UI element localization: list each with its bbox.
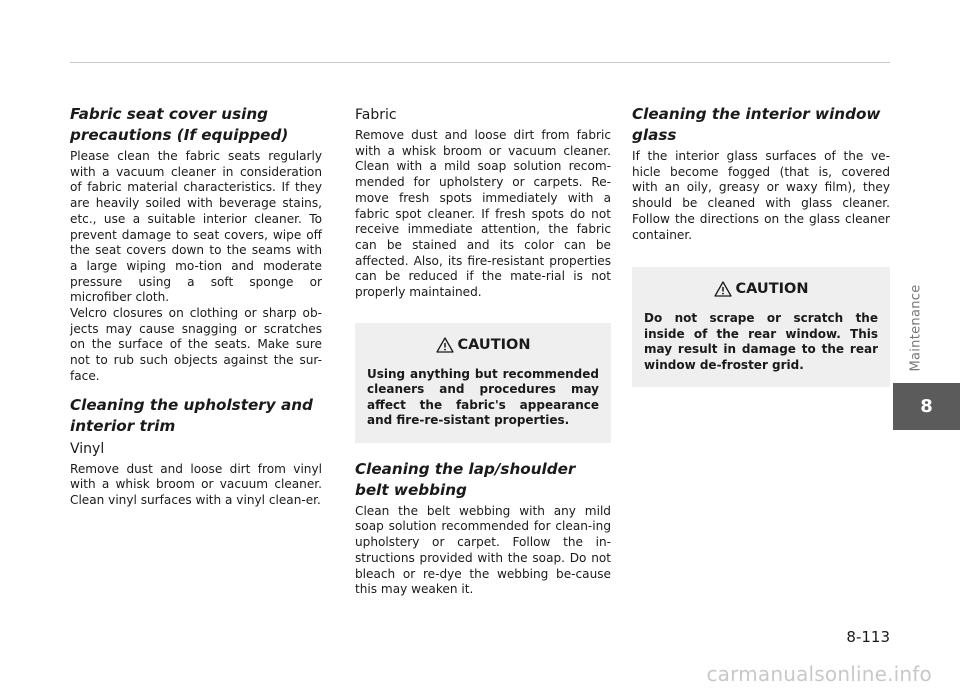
paragraph-velcro-warning: Velcro closures on clothing or sharp ob-jects may cause snagging or scratches on the surface of the seats. Make sure not to rub such objects against the sur-face. <box>70 306 322 383</box>
watermark: carmanualsonline.info <box>706 662 932 686</box>
warning-triangle-icon <box>436 337 454 353</box>
caution-box-glass <box>632 267 890 387</box>
paragraph-belt-cleaning: Clean the belt webbing with any mild soap solution recommended for clean-ing upholstery or carpet. Follow the in-structions provided with the soap. Do not bleach or re-dye the webbing be-cause this may weaken it. <box>355 503 611 597</box>
caution-box-fabric <box>355 323 611 443</box>
caution-text: Do not scrape or scratch the inside of the rear window. This may result in damage to the rear window de-froster grid. <box>644 311 878 372</box>
section-label-text: Maintenance <box>908 284 924 372</box>
column-right <box>632 104 890 387</box>
paragraph-vinyl-cleaning: Remove dust and loose dirt from vinyl with a whisk broom or vacuum cleaner. Clean vinyl surfaces with a vinyl clean-er. <box>70 461 322 507</box>
heading-belt-webbing: Cleaning the lap/shoulder belt webbing <box>355 459 576 499</box>
caution-title: CAUTION <box>735 281 809 298</box>
page-number: 8-113 <box>846 628 890 646</box>
column-middle <box>355 104 611 598</box>
top-divider <box>70 62 890 63</box>
paragraph-glass-cleaning: If the interior glass surfaces of the ve-hicle become fogged (that is, covered with an oily, greasy or waxy film), they should be cleaned with glass cleaner. Follow the directions on the glass cleaner container. <box>632 149 890 242</box>
warning-triangle-icon <box>714 281 732 297</box>
section-label <box>906 282 926 374</box>
caution-text: Using anything but recommended cleaners and procedures may affect the fabric's appearance and fire-re-sistant properties. <box>367 366 599 428</box>
paragraph-fabric-seat-cleaning: Please clean the fabric seats regularly with a vacuum cleaner in consideration of fabric material characteristics. If they are heavily soiled with beverage stains, etc., use a suitable interior cleaner. To prevent damage to seat covers, wipe off the seat covers down to the seams with a large wiping mo-tion and moderate pressure using a soft sponge or microfiber cloth. <box>70 149 322 305</box>
subheading-fabric: Fabric <box>355 107 397 123</box>
column-left <box>70 104 322 509</box>
heading-fabric-seat-cover: Fabric seat cover using precautions (If equipped) <box>70 105 289 144</box>
heading-window-glass: Cleaning the interior window glass <box>632 105 881 144</box>
paragraph-fabric-cleaning: Remove dust and loose dirt from fabric with a whisk broom or vacuum cleaner. Clean with a mild soap solution recom-mended for upholstery or carpets. Re-move fresh spots immediately with a fabric spot cleaner. If fresh spots do not receive immediate attention, the fabric can be stained and its color can be affected. Also, its fire-resistant properties can be reduced if the mate-rial is not properly maintained. <box>355 128 611 300</box>
heading-upholstery-trim: Cleaning the upholstery and interior trim <box>70 395 313 435</box>
chapter-tab: 8 <box>893 383 960 430</box>
subheading-vinyl: Vinyl <box>70 440 105 457</box>
caution-title: CAUTION <box>457 336 531 353</box>
